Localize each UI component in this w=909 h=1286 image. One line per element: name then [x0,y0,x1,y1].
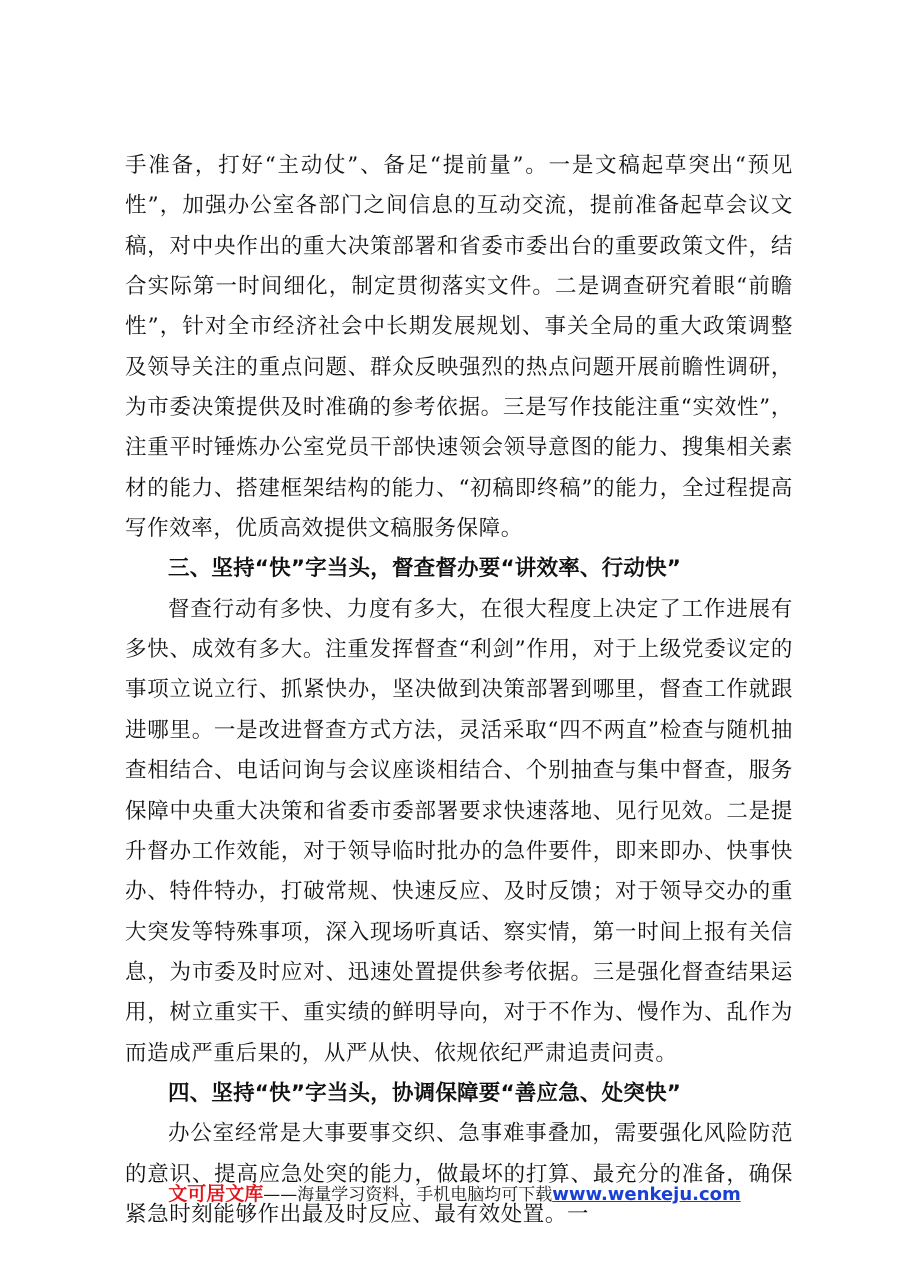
footer-brand: 文可居文库 [168,1183,264,1205]
footer-tagline: ——海量学习资料，手机电脑均可下载 [263,1185,553,1205]
footer-banner [0,1181,909,1208]
footer-website-link[interactable]: www.wenkeju.com [552,1184,741,1205]
document-body [125,146,793,1235]
body-paragraph-2: 督查行动有多快、力度有多大，在很大程度上决定了工作进展有多快、成效有多大。注重发挥督查“利剑”作用，对于上级党委议定的事项立说立行、抓紧快办，坚决做到决策部署到哪里，督查工作就跟进哪里。一是改进督查方式方法，灵活采取“四不两直”检查与随机抽查相结合、电话问询与会议座谈相结合、个别抽查与集中督查，服务保障中央重大决策和省委市委部署要求快速落地、见行见效。二是提升督办工作效能，对于领导临时批办的急件要件，即来即办、快事快办、特件特办，打破常规、快速反应、及时反馈；对于领导交办的重大突发等特殊事项，深入现场听真话、察实情，第一时间上报有关信息，为市委及时应对、迅速处置提供参考依据。三是强化督查结果运用，树立重实干、重实绩的鲜明导向，对于不作为、慢作为、乱作为而造成严重后果的，从严从快、依规依纪严肃追责问责。 [125,596,793,1066]
body-paragraph-1: 手准备，打好“主动仗”、备足“提前量”。一是文稿起草突出“预见性”，加强办公室各部门之间信息的互动交流，提前准备起草会议文稿，对中央作出的重大决策部署和省委市委出台的重要政策文件，结合实际第一时间细化，制定贯彻落实文件。二是调查研究着眼“前瞻性”，针对全市经济社会中长期发展规划、事关全局的重大政策调整及领导关注的重点问题、群众反映强烈的热点问题开展前瞻性调研，为市委决策提供及时准确的参考依据。三是写作技能注重“实效性”，注重平时锤炼办公室党员干部快速领会领导意图的能力、搜集相关素材的能力、搭建框架结构的能力、“初稿即终稿”的能力，全过程提高写作效率，优质高效提供文稿服务保障。 [125,153,793,542]
body-paragraph-3: 办公室经常是大事要事交织、急事难事叠加，需要强化风险防范的意识、提高应急处突的能力，做最坏的打算、最充分的准备，确保紧急时刻能够作出最及时反应、最有效处置。一 [125,1121,793,1227]
section-heading-3: 三、坚持“快”字当头，督查督办要“讲效率、行动快” [168,556,682,582]
section-heading-4: 四、坚持“快”字当头，协调保障要“善应急、处突快” [168,1080,682,1106]
